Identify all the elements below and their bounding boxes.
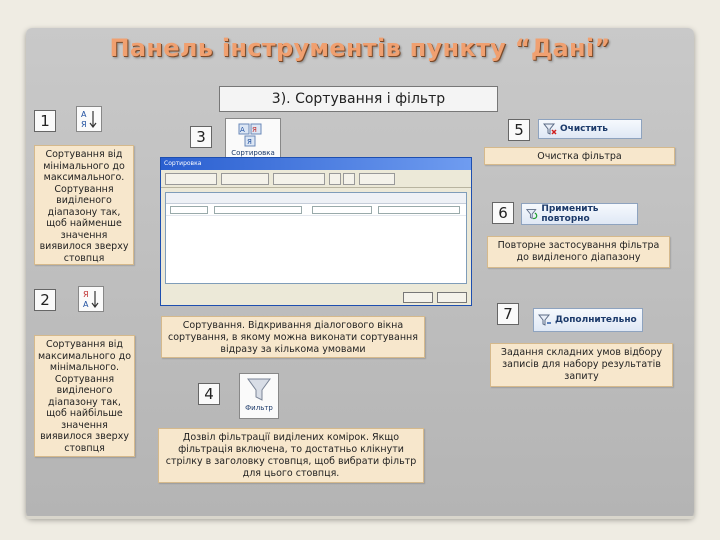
sort-dialog-button[interactable] <box>225 118 281 162</box>
dialog-title: Сортировка <box>161 158 471 170</box>
dialog-grid-row <box>166 204 466 216</box>
advanced-filter-label: Дополнительно <box>555 315 637 325</box>
item-3-description: Сортування. Відкривання діалогового вікна сортування, в якому можна виконати сортування відразу за кількома умовами <box>161 316 425 358</box>
filter-button[interactable] <box>239 373 279 419</box>
clear-filter-icon <box>543 122 557 136</box>
reapply-filter-button[interactable] <box>521 203 638 225</box>
dialog-cancel-button <box>437 292 467 303</box>
svg-text:А: А <box>81 110 87 119</box>
svg-text:Я: Я <box>247 138 252 146</box>
sort-dialog-icon <box>226 119 280 149</box>
dialog-copy-level-button <box>273 173 325 185</box>
sort-descending-icon <box>79 287 103 311</box>
svg-text:Я: Я <box>252 126 257 134</box>
advanced-filter-icon <box>538 313 552 327</box>
item-6-description: Повторне застосування фільтра до виділеного діапазону <box>487 236 670 268</box>
dialog-delete-level-button <box>221 173 269 185</box>
item-number-7: 7 <box>497 303 519 325</box>
item-number-6: 6 <box>492 202 514 224</box>
dialog-move-down-button <box>343 173 355 185</box>
item-2-description: Сортування від максимального до мінімального. Сортування виділеного діапазону так, щоб найбільше значення виявилося зверху стовпця <box>34 335 135 457</box>
sort-dialog-label: Сортировка <box>231 149 275 157</box>
dialog-move-up-button <box>329 173 341 185</box>
svg-text:Я: Я <box>81 120 87 129</box>
reapply-filter-icon <box>526 207 538 221</box>
svg-text:Я: Я <box>83 290 89 299</box>
funnel-filter-icon <box>240 374 278 404</box>
item-number-4: 4 <box>198 383 220 405</box>
dialog-ok-button <box>403 292 433 303</box>
item-4-description: Дозвіл фільтрації виділених комірок. Якщо фільтрація включена, то достатньо клікнути стрілку в заголовку стовпця, щоб вибрати фільтр для цього стовпця. <box>158 428 424 483</box>
reapply-filter-label: Применить повторно <box>541 204 599 224</box>
dialog-toolbar <box>161 170 471 188</box>
sort-ascending-icon <box>77 107 101 131</box>
item-5-description: Очистка фільтра <box>484 147 675 165</box>
item-number-2: 2 <box>34 289 56 311</box>
dialog-grid-header <box>166 193 466 204</box>
clear-filter-label: Очистить <box>560 124 608 134</box>
item-number-1: 1 <box>34 110 56 132</box>
sort-ascending-button[interactable] <box>76 106 102 132</box>
item-1-description: Сортування від мінімального до максимального. Сортування виділеного діапазону так, щоб найменше значення виявилося зверху стовпця <box>34 145 134 265</box>
dialog-sort-grid <box>165 192 467 284</box>
filter-label: Фильтр <box>245 404 273 412</box>
clear-filter-button[interactable] <box>538 119 642 139</box>
slide-title: Панель інструментів пункту “Дані” <box>109 34 611 62</box>
item-number-5: 5 <box>508 119 530 141</box>
svg-text:А: А <box>83 300 89 309</box>
svg-text:А: А <box>240 126 245 134</box>
dialog-options-button <box>359 173 395 185</box>
sort-descending-button[interactable] <box>78 286 104 312</box>
sort-dialog-screenshot <box>160 157 472 306</box>
advanced-filter-button[interactable] <box>533 308 643 332</box>
item-number-3: 3 <box>190 126 212 148</box>
item-7-description: Задання складних умов відбору записів для набору результатів запиту <box>490 343 673 387</box>
dialog-add-level-button <box>165 173 217 185</box>
slide-divider <box>26 516 694 519</box>
section-heading: 3). Сортування і фільтр <box>219 86 498 112</box>
